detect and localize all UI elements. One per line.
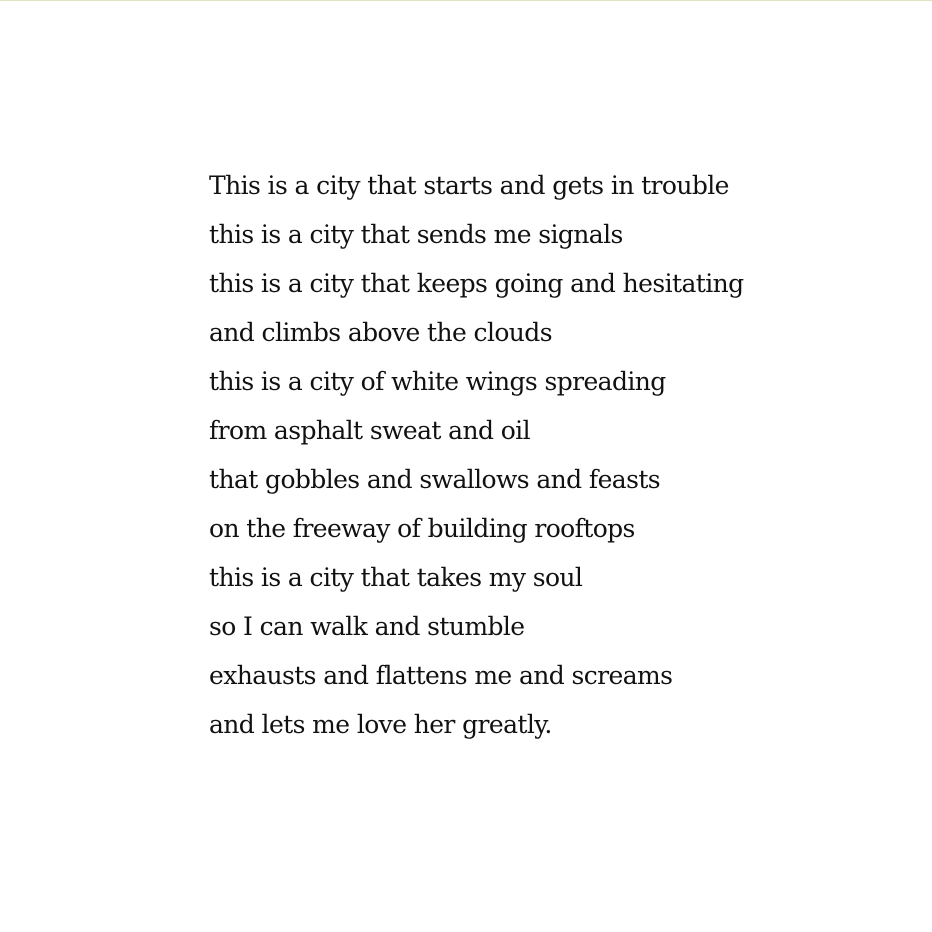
poem-line-5: this is a city of white wings spreading xyxy=(209,367,666,396)
poem-line-6: from asphalt sweat and oil xyxy=(209,416,530,445)
poem-line-4: and climbs above the clouds xyxy=(209,318,552,347)
poem-line-1: This is a city that starts and gets in trouble xyxy=(209,171,729,200)
poem-line-10: so I can walk and stumble xyxy=(209,612,525,641)
poem-line-12: and lets me love her greatly. xyxy=(209,710,552,739)
poem-line-7: that gobbles and swallows and feasts xyxy=(209,465,660,494)
poem-text xyxy=(209,161,744,749)
poem-line-9: this is a city that takes my soul xyxy=(209,563,583,592)
poem-line-2: this is a city that sends me signals xyxy=(209,220,623,249)
poem-line-8: on the freeway of building rooftops xyxy=(209,514,635,543)
poem-line-3: this is a city that keeps going and hesitating xyxy=(209,269,744,298)
poem-line-11: exhausts and flattens me and screams xyxy=(209,661,673,690)
